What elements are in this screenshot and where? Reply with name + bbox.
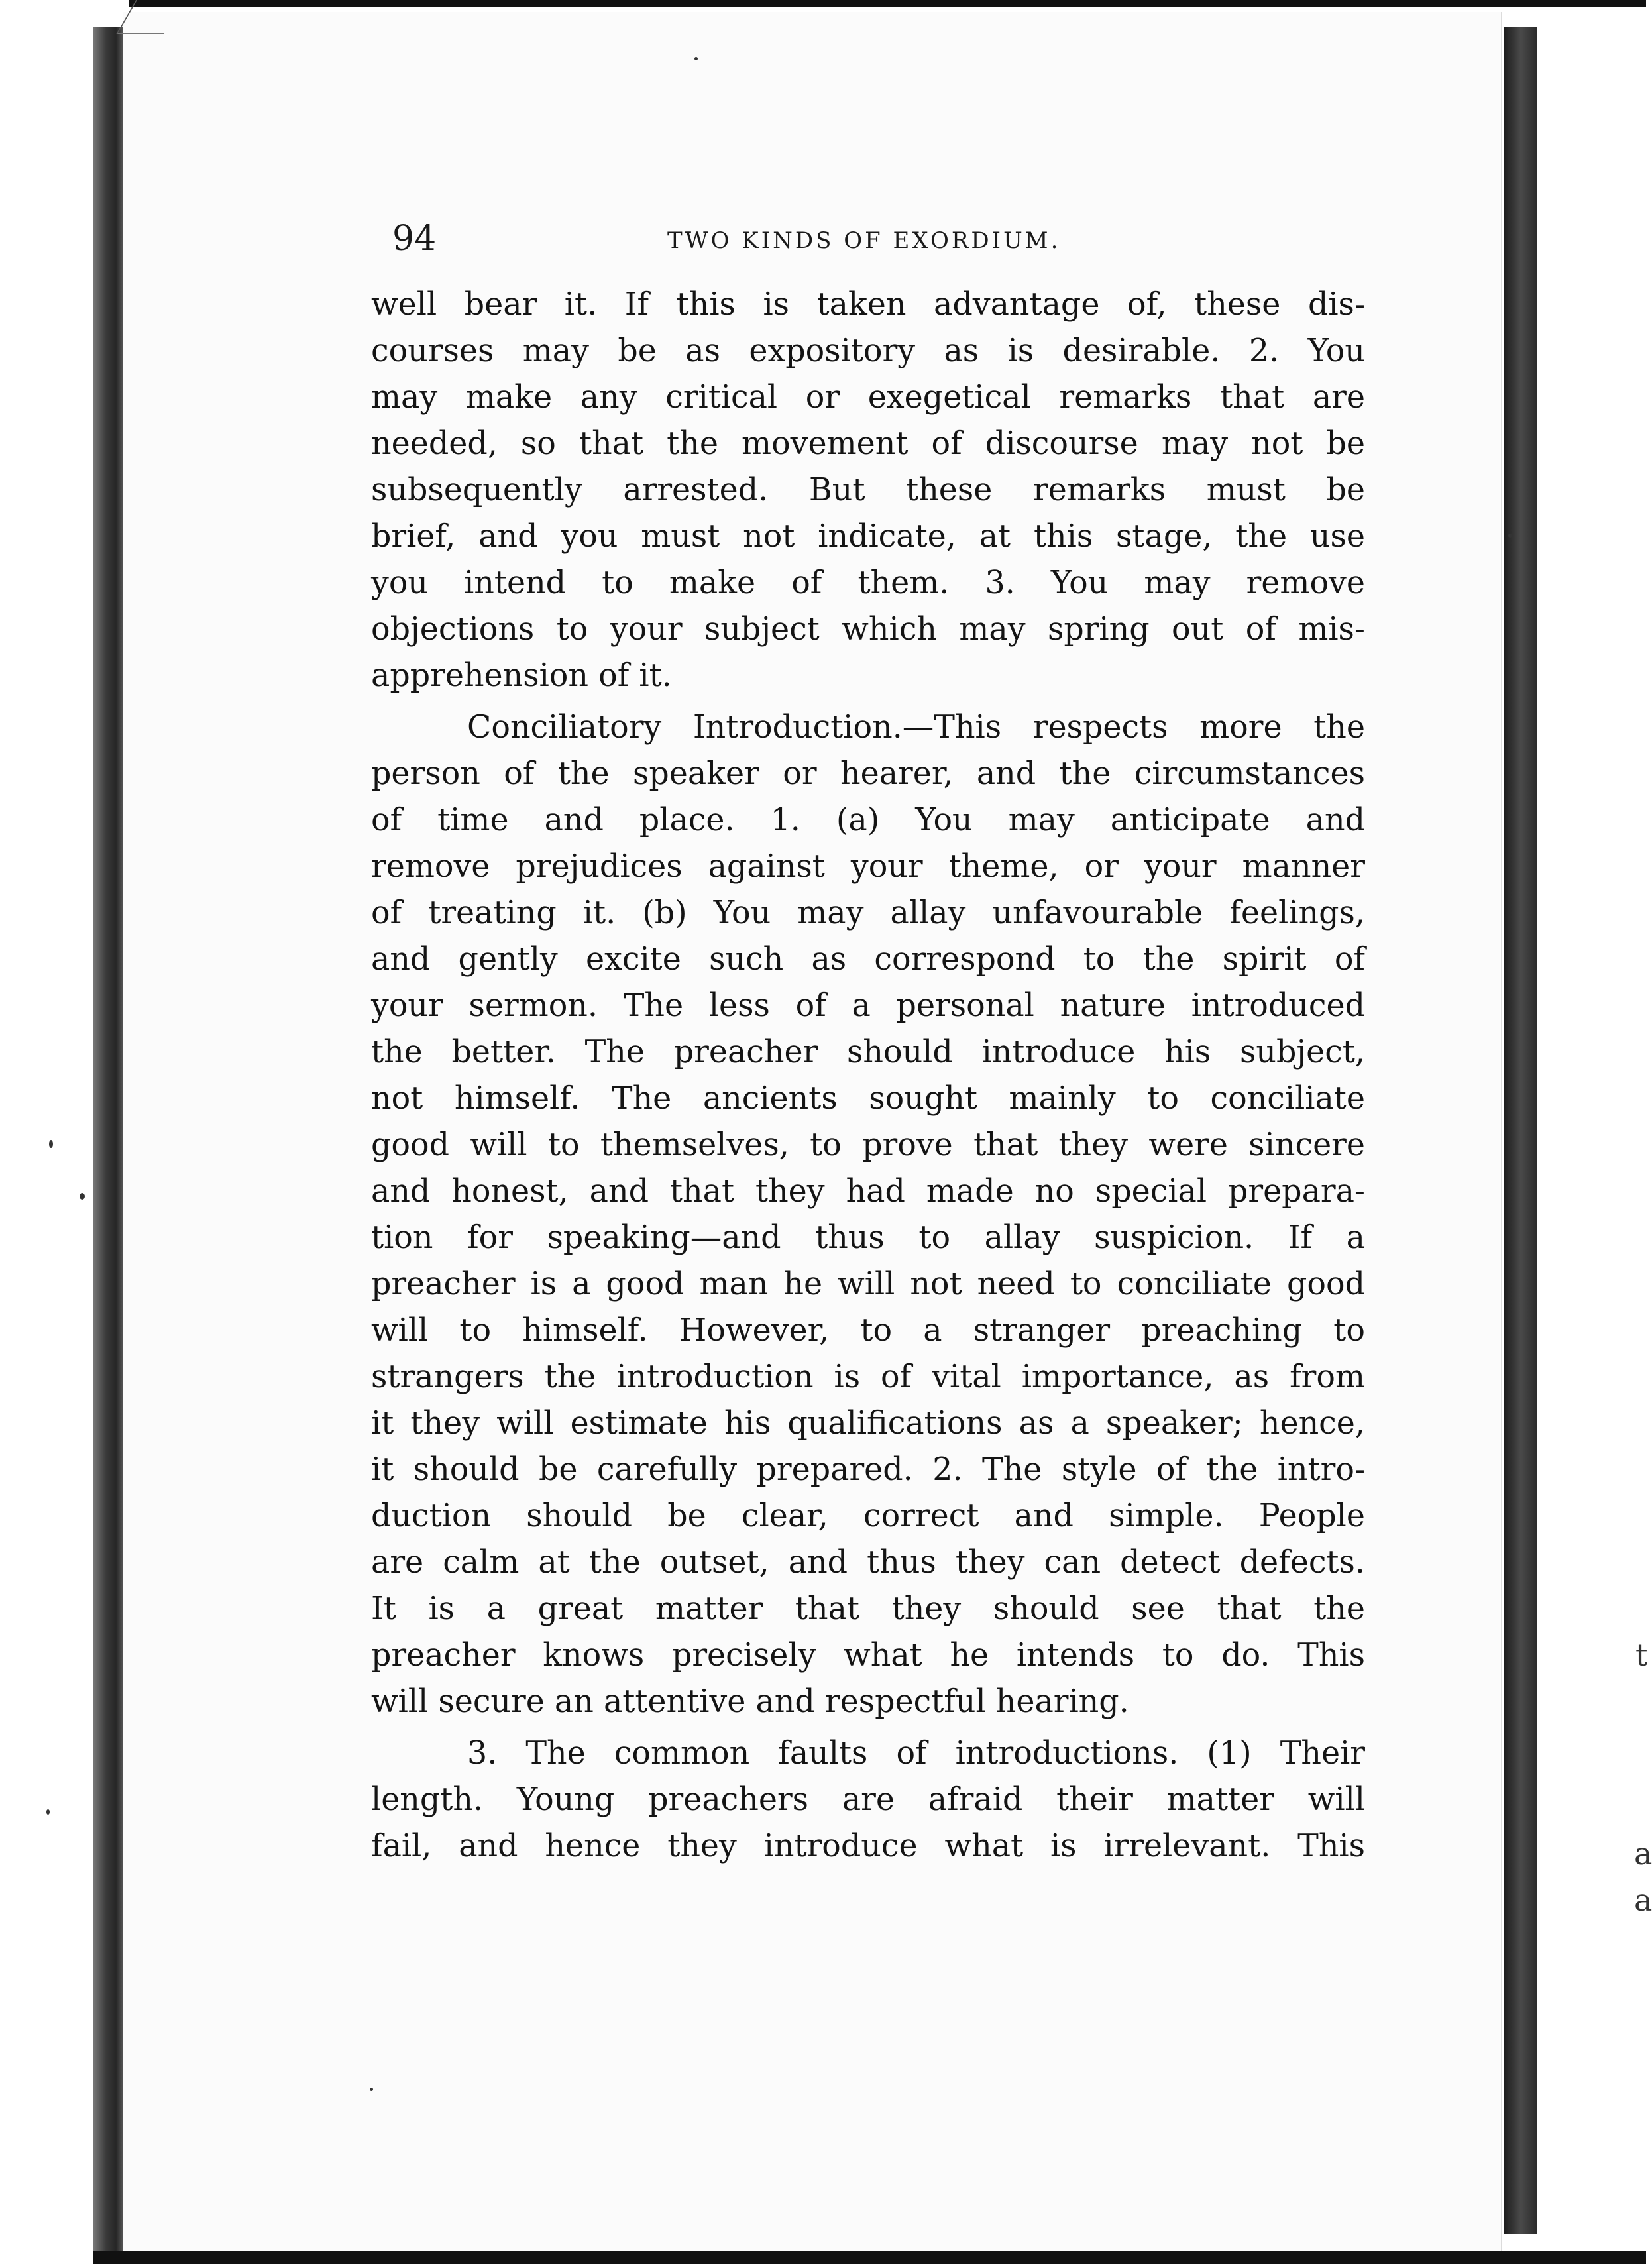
body-text — [371, 282, 1365, 1870]
left-binding-shadow — [93, 27, 126, 2253]
text-line: of treating it. (b) You may allay unfavourable feelings, — [371, 895, 1365, 931]
adjacent-page-edge — [1537, 7, 1646, 2251]
text-line: good will to themselves, to prove that they were sincere — [371, 1127, 1365, 1163]
text-line: apprehension of it. — [371, 657, 672, 694]
text-line: are calm at the outset, and thus they can detect defects. — [371, 1544, 1365, 1581]
text-line: duction should be clear, correct and simple. People — [371, 1498, 1365, 1534]
scan-speck — [49, 1140, 53, 1148]
text-line: it should be carefully prepared. 2. The style of the intro- — [371, 1451, 1365, 1488]
text-line: may make any critical or exegetical remarks that are — [371, 379, 1365, 416]
text-line: courses may be as expository as is desirable. 2. You — [371, 333, 1365, 369]
text-line: will to himself. However, to a stranger preaching to — [371, 1312, 1365, 1349]
paragraph — [371, 282, 1365, 699]
scan-speck — [1508, 534, 1512, 538]
page-header — [392, 212, 1131, 265]
text-line: subsequently arrested. But these remarks must be — [371, 472, 1365, 508]
paragraph-gap — [371, 1725, 1365, 1730]
text-line: objections to your subject which may spring out of mis- — [371, 611, 1365, 648]
bottom-scan-border — [93, 2251, 1646, 2264]
adjacent-page-glyph: a — [1634, 1882, 1652, 1918]
text-line: needed, so that the movement of discourse may not be — [371, 425, 1365, 462]
running-head: TWO KINDS OF EXORDIUM. — [667, 227, 1061, 254]
text-line: not himself. The ancients sought mainly to conciliate — [371, 1080, 1365, 1117]
adjacent-page-glyph: a — [1634, 1836, 1652, 1872]
scan-speck — [694, 57, 698, 60]
text-line: your sermon. The less of a personal nature introduced — [371, 988, 1365, 1024]
text-line: fail, and hence they introduce what is irrelevant. This — [371, 1828, 1365, 1864]
paragraph — [371, 705, 1365, 1725]
text-line: It is a great matter that they should see that the — [371, 1591, 1365, 1627]
text-line: of time and place. 1. (a) You may anticipate and — [371, 802, 1365, 838]
text-line: preacher is a good man he will not need to conciliate good — [371, 1266, 1365, 1302]
top-scan-border — [129, 0, 1646, 7]
text-line: remove prejudices against your theme, or your manner — [371, 848, 1365, 885]
scan-speck — [370, 2088, 373, 2091]
paragraph-gap — [371, 699, 1365, 705]
right-binding-shadow — [1504, 27, 1537, 2234]
paragraph — [371, 1730, 1365, 1870]
scan-speck — [80, 1193, 85, 1200]
text-line: will secure an attentive and respectful hearing. — [371, 1683, 1129, 1720]
adjacent-page-glyph: t — [1635, 1637, 1648, 1673]
text-line: and gently excite such as correspond to the spirit of — [371, 941, 1365, 978]
text-line: you intend to make of them. 3. You may remove — [371, 565, 1365, 601]
text-line: it they will estimate his qualifications as a speaker; hence, — [371, 1405, 1365, 1442]
text-line: preacher knows precisely what he intends to do. This — [371, 1637, 1365, 1673]
text-line: 3. The common faults of introductions. (1) Their — [467, 1735, 1365, 1772]
text-line: well bear it. If this is taken advantage of, these dis- — [371, 286, 1365, 323]
text-line: brief, and you must not indicate, at this stage, the use — [371, 518, 1365, 555]
text-line: length. Young preachers are afraid their matter will — [371, 1782, 1365, 1818]
text-line: tion for speaking—and thus to allay suspicion. If a — [371, 1219, 1365, 1256]
text-line: the better. The preacher should introduce his subject, — [371, 1034, 1365, 1070]
text-line: person of the speaker or hearer, and the circumstances — [371, 756, 1365, 792]
page-number: 94 — [392, 219, 437, 258]
scan-speck — [46, 1809, 50, 1815]
text-line: Conciliatory Introduction.—This respects more the — [467, 709, 1365, 746]
text-line: and honest, and that they had made no special prepara- — [371, 1173, 1365, 1210]
text-line: strangers the introduction is of vital importance, as from — [371, 1359, 1365, 1395]
